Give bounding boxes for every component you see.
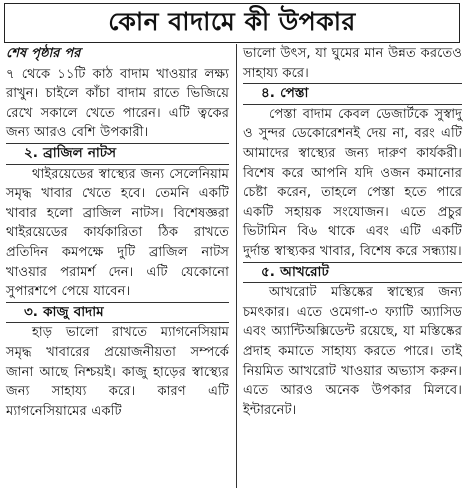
subheading-brazil-nuts: ২. ব্রাজিল নাটস	[6, 143, 229, 165]
paragraph-cashew: হাড় ভালো রাখতে ম্যাগনেসিয়াম সমৃদ্ধ খাবারের প্রয়োজনীয়তা সম্পর্কে জানা আছে নিশ্চয়ই। কাজু হাড়ের স্বাস্থ্যের জন্য সাহায্য করে। কারণ এটি ম্যাগনেসিয়ামের একটি	[6, 325, 229, 419]
column-divider	[236, 44, 237, 488]
paragraph-cashew-cont: ভালো উৎস, যা ঘুমের মান উন্নত করতেও সাহায্য করে।	[243, 46, 462, 81]
subheading-cashew: ৩. কাজু বাদাম	[6, 302, 229, 324]
subheading-walnut: ৫. আখরোট	[243, 262, 462, 284]
left-column	[6, 44, 229, 421]
right-column	[243, 44, 462, 420]
paragraph-pistachio: পেস্তা বাদাম কেবল ডেজার্টকে সুস্বাদু ও সুন্দর ডেকোরেশনই দেয় না, বরং এটি আমাদের স্বাস্থ্যের জন্য দারুণ কার্যকরী। বিশেষ করে আপনি যদি ওজন কমানোর চেষ্টা করেন, তাহলে পেস্তা হতে পারে একটি সহায়ক সংযোজন। এতে প্রচুর ভিটামিন বি৬ থাকে এবং এটি একটি দুর্দান্ত স্বাস্থ্যকর খাবার, বিশেষ করে সন্ধ্যায়।	[243, 106, 462, 259]
paragraph-brazil-nuts: থাইরয়েডের স্বাস্থ্যের জন্য সেলেনিয়াম সমৃদ্ধ খাবার খেতে হবে। তেমনি একটি খাবার হলো ব্রাজিল নাটস। বিশেষজ্ঞরা থাইরয়েডের কার্যকারিতা ঠিক রাখতে প্রতিদিন কমপক্ষে দুটি ব্রাজিল নাটস খাওয়ার পরামর্শ দেন। এটি যেকোনো সুপারশপে পেয়ে যাবেন।	[6, 166, 229, 300]
paragraph-walnut: আখরোট মস্তিষ্কের স্বাস্থ্যের জন্য চমৎকার। এতে ওমেগা-৩ ফ্যাটি অ্যাসিড এবং অ্যান্টিঅক্সিডেন্ট রয়েছে, যা মস্তিষ্কের প্রদাহ কমাতে সাহায্য করতে পারে। তাই নিয়মিত আখরোট খাওয়ার অভ্যাস করুন। এতে আরও অনেক উপকার মিলবে। ইন্টারনেট।	[243, 285, 462, 418]
subheading-pistachio: ৪. পেস্তা	[243, 83, 462, 105]
continued-kicker: শেষ পৃষ্ঠার পর	[6, 46, 81, 61]
headline-text: কোন বাদামে কী উপকার	[108, 6, 356, 36]
paragraph-almonds: ৭ থেকে ১১টি কাঠ বাদাম খাওয়ার লক্ষ্য রাখুন। চাইলে কাঁচা বাদাম রাতে ভিজিয়ে রেখে সকালে খেতে পারেন। এটি ত্বকের জন্য আরও বেশি উপকারী।	[6, 66, 229, 141]
headline	[4, 3, 460, 43]
